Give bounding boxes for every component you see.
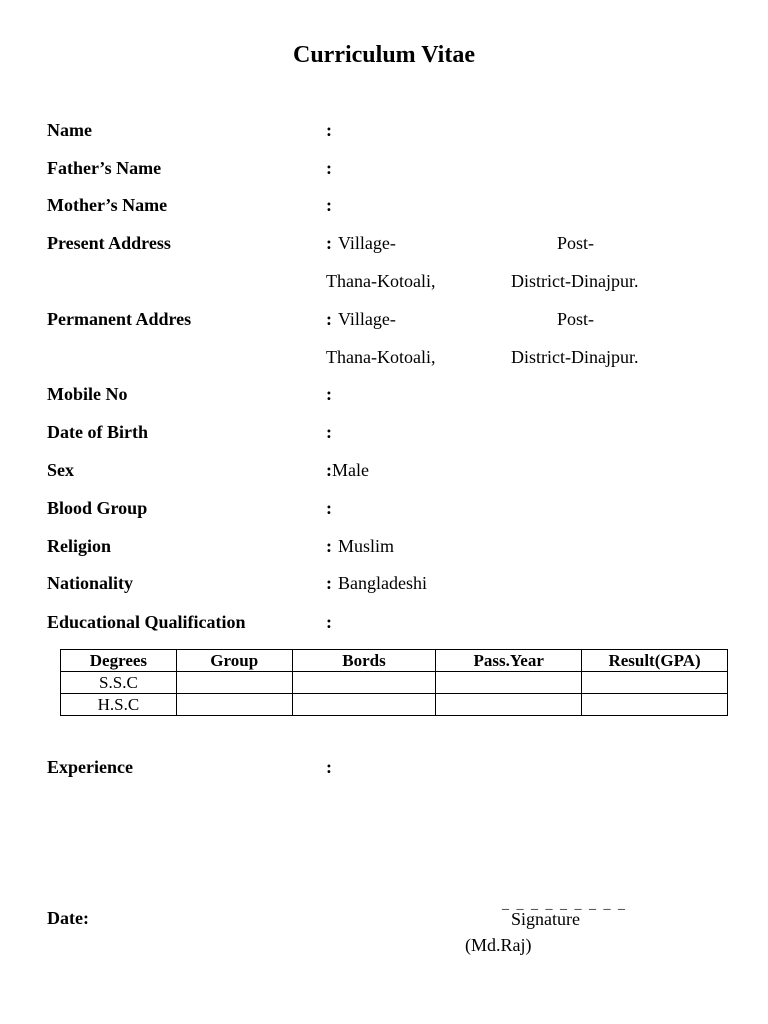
education-table <box>60 649 728 716</box>
present-village: Village- <box>338 233 396 253</box>
permanent-address-label: Permanent Addres <box>47 309 192 329</box>
sex-value: Male <box>332 460 369 480</box>
sex-label: Sex <box>47 460 74 480</box>
signature-line: _ _ _ _ _ _ _ _ _ <box>502 897 627 912</box>
father-name-label: Father’s Name <box>47 158 162 178</box>
father-name-colon: : <box>326 158 332 178</box>
table-cell: H.S.C <box>61 694 177 716</box>
header-bords: Bords <box>292 650 436 672</box>
signature-label: Signature <box>511 909 580 929</box>
religion-value: Muslim <box>338 536 395 556</box>
mother-name-colon: : <box>326 195 332 215</box>
experience-colon: : <box>326 757 332 777</box>
table-cell <box>582 694 728 716</box>
dob-colon: : <box>326 422 332 442</box>
header-degrees: Degrees <box>61 650 177 672</box>
table-cell: S.S.C <box>61 672 177 694</box>
name-colon: : <box>326 120 332 140</box>
religion-colon: : <box>326 536 332 556</box>
table-cell <box>292 694 436 716</box>
present-district: District-Dinajpur. <box>511 271 639 291</box>
header-result: Result(GPA) <box>582 650 728 672</box>
page-title: Curriculum Vitae <box>293 42 475 68</box>
dob-label: Date of Birth <box>47 422 148 442</box>
permanent-post: Post- <box>557 309 595 329</box>
blood-group-label: Blood Group <box>47 498 148 518</box>
header-group: Group <box>176 650 292 672</box>
sex-colon: : <box>326 460 332 480</box>
education-colon: : <box>326 612 332 632</box>
table-row <box>61 672 728 694</box>
table-row <box>61 694 728 716</box>
nationality-colon: : <box>326 573 332 593</box>
present-thana: Thana-Kotoali, <box>326 271 436 291</box>
signer-name: (Md.Raj) <box>465 935 532 955</box>
table-header-row <box>61 650 728 672</box>
permanent-address-colon: : <box>326 309 332 329</box>
nationality-value: Bangladeshi <box>338 573 427 593</box>
permanent-district: District-Dinajpur. <box>511 347 639 367</box>
mother-name-label: Mother’s Name <box>47 195 168 215</box>
present-address-colon: : <box>326 233 332 253</box>
date-label: Date: <box>47 908 89 928</box>
mobile-label: Mobile No <box>47 384 128 404</box>
blood-group-colon: : <box>326 498 332 518</box>
permanent-village: Village- <box>338 309 396 329</box>
table-cell <box>436 694 582 716</box>
nationality-label: Nationality <box>47 573 134 593</box>
name-label: Name <box>47 120 92 140</box>
education-label: Educational Qualification <box>47 612 246 632</box>
table-cell <box>436 672 582 694</box>
table-cell <box>292 672 436 694</box>
present-address-label: Present Address <box>47 233 171 253</box>
table-cell <box>176 672 292 694</box>
header-pass-year: Pass.Year <box>436 650 582 672</box>
experience-label: Experience <box>47 757 133 777</box>
table-cell <box>176 694 292 716</box>
present-post: Post- <box>557 233 595 253</box>
permanent-thana: Thana-Kotoali, <box>326 347 436 367</box>
table-cell <box>582 672 728 694</box>
religion-label: Religion <box>47 536 112 556</box>
mobile-colon: : <box>326 384 332 404</box>
